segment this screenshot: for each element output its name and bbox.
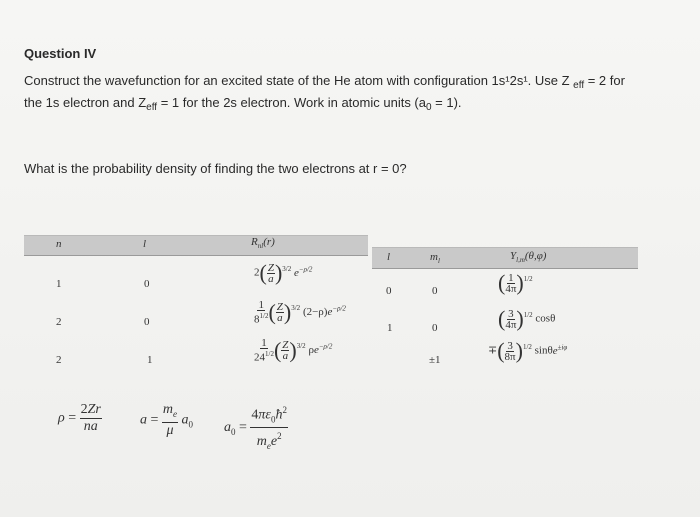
- header-ml: $m_l$: [430, 251, 440, 266]
- angular-row-1-l: 0: [386, 285, 392, 297]
- question-prompt: What is the probability density of finding the two electrons at r = 0?: [24, 161, 407, 176]
- radial-table-header: [24, 235, 368, 256]
- a0-definition: $a_0$ = $\frac{4\pi\varepsilon_0ħ^2}{m_ee^2}$: [224, 402, 288, 454]
- table-row-3-R: $\frac{1}{24^{1/2}}$ ( $\frac{Z}{a}$ )$^{3/2}$ $\rho e^{-\rho/2}$: [254, 337, 333, 364]
- table-row-2-R: $\frac{1}{8^{1/2}}$ ( $\frac{Z}{a}$ )$^{3/2}$ $(2-\rho)e^{-\rho/2}$: [254, 299, 346, 326]
- table-row-1-n: 1: [56, 278, 62, 290]
- table-row-2-n: 2: [56, 316, 62, 328]
- table-row-1-R: 2( $\frac{Z}{a}$ )$^{3/2}$ $e^{-\rho/2}$: [254, 260, 313, 285]
- angular-row-3-Y: ∓( $\frac{3}{8\pi}$ )$^{1/2}$ sinθe$^{\pm i\varphi}$: [488, 338, 568, 363]
- angular-row-2-l: 1: [387, 322, 393, 334]
- angular-row-2-m: 0: [432, 322, 438, 334]
- angular-row-2-Y: ( $\frac{3}{4\pi}$ )$^{1/2}$ cosθ: [498, 306, 556, 331]
- angular-row-1-m: 0: [432, 285, 438, 297]
- header-n: n: [56, 238, 62, 250]
- header-R: $R_{nl}(r)$: [251, 236, 275, 251]
- table-row-3-n: 2: [56, 354, 62, 366]
- table-row-1-l: 0: [144, 278, 150, 290]
- a-definition: a = $\frac{m_e}{\mu}$ $a_0$: [140, 402, 194, 438]
- rho-definition: ρ = $\frac{2Zr}{na}$: [58, 402, 101, 434]
- angular-table-header: [372, 247, 638, 269]
- header-Y: $Y_{l,m}(\theta,\varphi)$: [510, 250, 547, 265]
- table-row-3-l: 1: [147, 354, 153, 366]
- header-l: l: [143, 238, 147, 250]
- question-statement: Construct the wavefunction for an excited state of the He atom with configuration 1s¹2s¹. Use Z $_{eff}$ = 2 for the 1s electron and $Z_{eff} = 1$ for the 2s electron. Work in atomic units $(a_0 = 1)$.: [24, 73, 625, 113]
- header-l2: l: [387, 251, 391, 263]
- angular-row-3-m: ±1: [429, 354, 441, 366]
- table-row-2-l: 0: [144, 316, 150, 328]
- question-title: Question IV: [24, 46, 97, 61]
- angular-row-1-Y: ( $\frac{1}{4\pi}$ )$^{1/2}$: [498, 270, 533, 295]
